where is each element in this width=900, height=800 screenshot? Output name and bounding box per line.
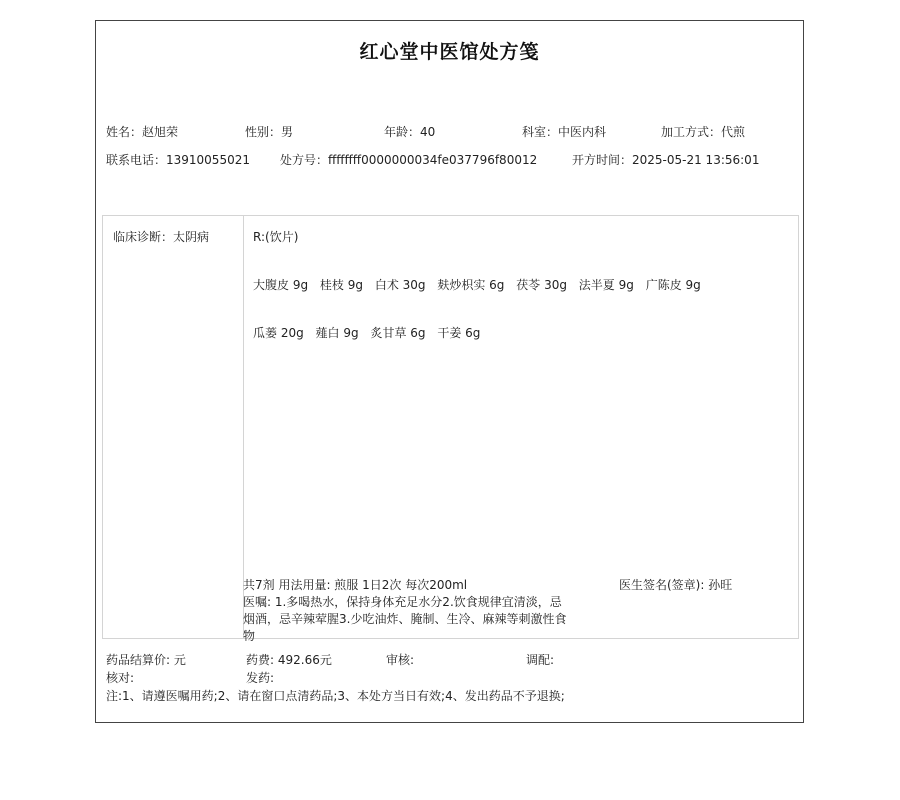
footer-note: 注:1、请遵医嘱用药;2、请在窗口点清药品;3、本处方当日有效;4、发出药品不予退换; [106,689,565,703]
clinical-diagnosis: 临床诊断：太阴病 [113,230,210,244]
herb-line-1 [253,276,709,293]
herb-item: 麸炒枳实 6g [437,278,505,292]
patient-info-row-1 [96,123,803,139]
check-label: 核对: [106,671,135,685]
herb-item: 干姜 6g [437,326,481,340]
rx-label: R:(饮片) [253,230,299,244]
herb-item: 薤白 9g [315,326,359,340]
department: 科室：中医内科 [522,125,607,139]
prescription-sheet [95,20,804,723]
herb-item: 法半夏 9g [578,278,634,292]
drug-fee: 药费: 492.66元 [246,653,332,667]
page-title: 红心堂中医馆处方笺 [359,41,540,63]
doctor-signature: 医生签名(签章): 孙旺 [619,578,733,592]
phone: 联系电话：13910055021 [106,153,250,167]
prescription-box [102,215,799,643]
review-label: 审核: [386,653,415,667]
herb-item: 大腹皮 9g [253,278,309,292]
prescription-number: 处方号：ffffffff0000000034fe037796f80012 [280,153,538,167]
herb-item: 白术 30g [374,278,426,292]
medical-advice: 医嘱: 1.多喝热水，保持身体充足水分2.饮食规律宜清淡，忌烟酒，忌辛辣荤腥3.少吃油炸、腌制、生冷、麻辣等刺激性食物 [243,595,567,643]
divider [243,216,244,638]
herb-item: 广陈皮 9g [645,278,701,292]
patient-age: 年龄：40 [384,125,436,139]
herb-item: 炙甘草 6g [370,326,426,340]
dispense-mix-label: 调配: [526,653,555,667]
issue-label: 发药: [246,671,275,685]
herb-line-2 [253,324,488,341]
prescription-time: 开方时间：2025-05-21 13:56:01 [572,153,760,167]
herb-item: 瓜蒌 20g [253,326,304,340]
patient-name: 姓名：赵旭荣 [106,125,179,139]
herb-item: 桂枝 9g [319,278,363,292]
dosage-usage: 共7剂 用法用量: 煎服 1日2次 每次200ml [243,578,468,592]
settlement-price: 药品结算价: 元 [106,653,186,667]
herb-item: 茯苓 30g [516,278,567,292]
patient-info-row-2 [96,151,803,167]
patient-gender: 性别：男 [245,125,294,139]
processing-method: 加工方式：代煎 [661,125,746,139]
